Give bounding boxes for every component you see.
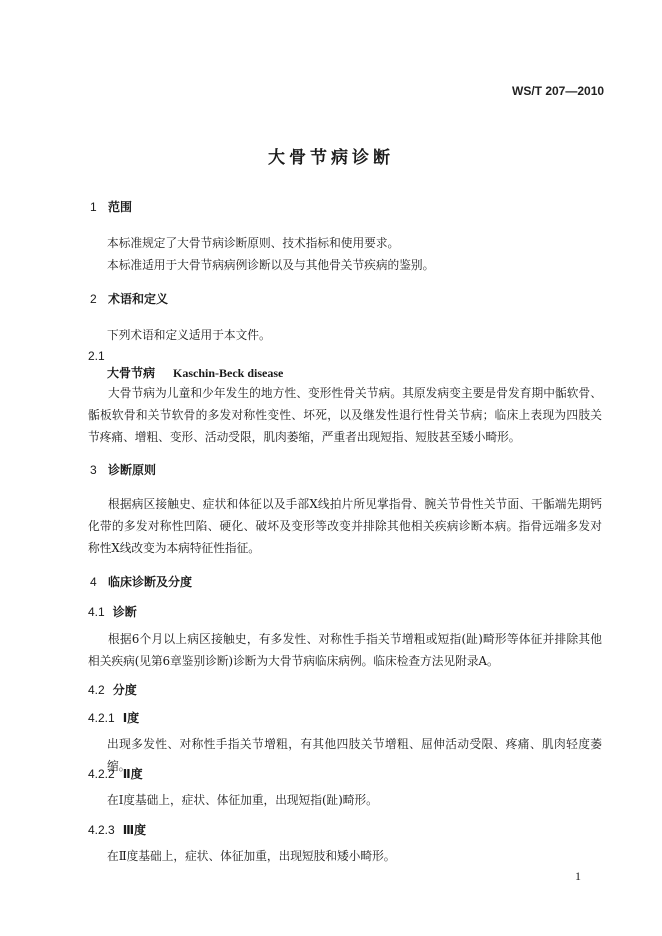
clause-label: Ⅱ度 xyxy=(122,767,143,781)
clause-4-2-1-heading xyxy=(88,709,139,726)
term-english: Kaschin-Beck disease xyxy=(173,366,284,380)
clause-2-1-number: 2.1 xyxy=(88,349,105,363)
section-label: 临床诊断及分度 xyxy=(108,575,193,589)
paragraph: 出现多发性、对称性手指关节增粗，有其他四肢关节增粗、屈伸活动受限、疼痛、肌肉轻度萎缩。 xyxy=(107,737,602,773)
paragraph: 下列术语和定义适用于本文件。 xyxy=(107,328,271,342)
paragraph: 根据6个月以上病区接触史，有多发性、对称性手指关节增粗或短指(趾)畸形等体征并排除其他相关疾病(见第6章鉴别诊断)诊断为大骨节病临床病例。临床检查方法见附录A。 xyxy=(88,632,602,668)
paragraph: 本标准规定了大骨节病诊断原则、技术指标和使用要求。 xyxy=(107,236,400,250)
term-entry xyxy=(107,364,283,381)
clause-number: 4.2 xyxy=(88,683,105,697)
section-1-heading xyxy=(90,198,132,215)
term-definition: 大骨节病为儿童和少年发生的地方性、变形性骨关节病。其原发病变主要是骨发育期中骺软骨、骺板软骨和关节软骨的多发对称性变性、坏死，以及继发性退行性骨关节病；临床上表现为四肢关节疼痛、增粗、变形、活动受限，肌肉萎缩，严重者出现短指、短肢甚至矮小畸形。 xyxy=(88,386,602,444)
clause-4-1-heading xyxy=(88,603,137,620)
document-title: 大骨节病诊断 xyxy=(268,148,394,168)
section-2-heading xyxy=(90,290,168,307)
section-4-heading xyxy=(90,573,192,590)
section-number: 3 xyxy=(90,463,97,477)
page-number: 1 xyxy=(575,869,581,883)
clause-number: 4.2.1 xyxy=(88,711,115,725)
section-label: 术语和定义 xyxy=(108,292,169,306)
clause-4-2-3-heading xyxy=(88,821,146,838)
clause-label: Ⅰ度 xyxy=(122,711,140,725)
paragraph: 在Ⅱ度基础上，症状、体征加重，出现短肢和矮小畸形。 xyxy=(107,849,396,863)
section-3-heading xyxy=(90,461,156,478)
clause-label: 分度 xyxy=(112,683,137,697)
clause-label: Ⅲ度 xyxy=(122,823,147,837)
paragraph: 根据病区接触史、症状和体征以及手部X线拍片所见掌指骨、腕关节骨性关节面、干骺端先期钙化带的多发对称性凹陷、硬化、破坏及变形等改变并排除其他相关疾病诊断本病。指骨远端多发对称性X线改变为本病特征性指征。 xyxy=(88,497,602,555)
clause-label: 诊断 xyxy=(112,605,137,619)
paragraph: 在Ⅰ度基础上，症状、体征加重，出现短指(趾)畸形。 xyxy=(107,793,378,807)
clause-4-2-heading xyxy=(88,681,137,698)
clause-number: 4.2.3 xyxy=(88,823,115,837)
standard-code: WS/T 207—2010 xyxy=(512,84,605,98)
clause-number: 4.2.2 xyxy=(88,767,115,781)
term-chinese: 大骨节病 xyxy=(107,366,156,380)
section-number: 2 xyxy=(90,292,97,306)
paragraph: 本标准适用于大骨节病病例诊断以及与其他骨关节疾病的鉴别。 xyxy=(107,258,435,272)
section-label: 诊断原则 xyxy=(108,463,157,477)
section-label: 范围 xyxy=(108,200,133,214)
clause-4-2-2-heading xyxy=(88,765,143,782)
section-number: 4 xyxy=(90,575,97,589)
section-number: 1 xyxy=(90,200,97,214)
clause-number: 4.1 xyxy=(88,605,105,619)
